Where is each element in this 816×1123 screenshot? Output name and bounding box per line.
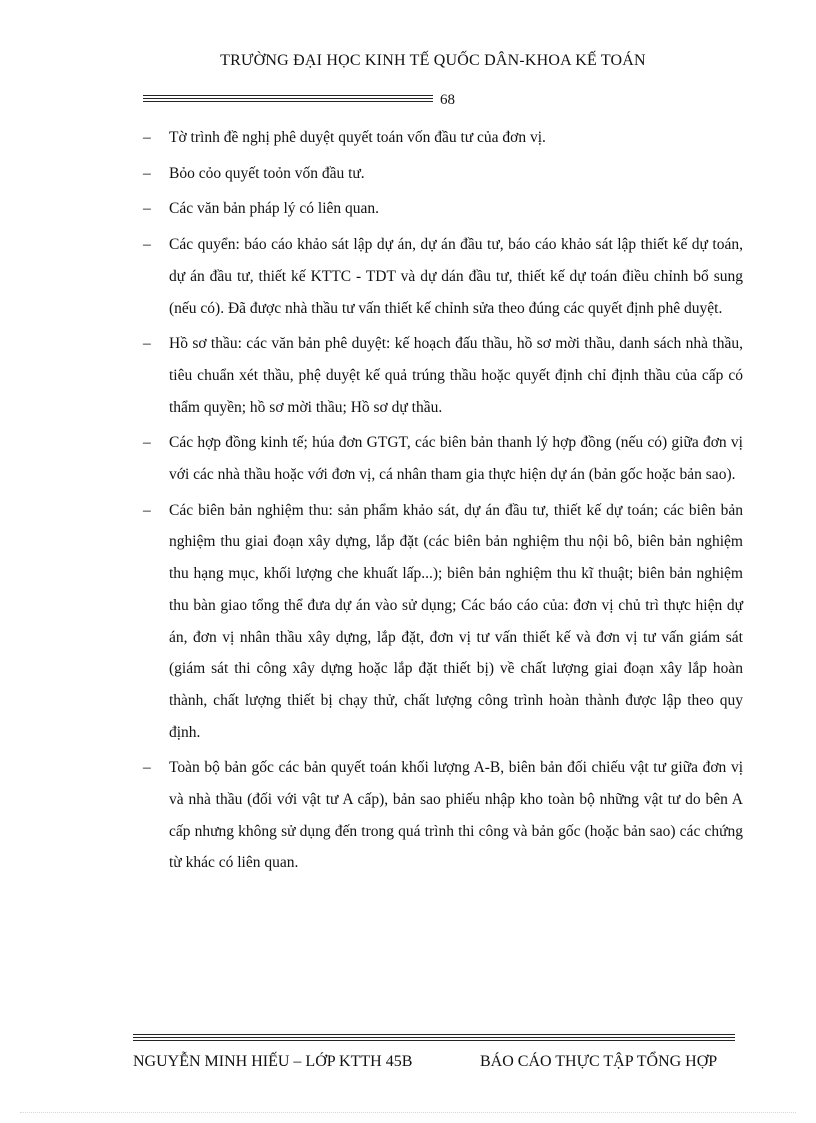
list-item-text: Tờ trình đề nghị phê duyệt quyết toán vốn đầu tư của đơn vị. [169,129,546,146]
footer-rule [133,1034,735,1043]
bullet-dash: – [143,434,151,452]
page-header-title: TRƯỜNG ĐẠI HỌC KINH TẾ QUỐC DÂN-KHOA KẾ TOÁN [220,52,646,69]
footer-report-title: BÁO CÁO THỰC TẬP TỔNG HỢP [480,1053,718,1070]
list-item-text: Các văn bản pháp lý có liên quan. [169,200,380,218]
list-item [143,229,743,324]
bullet-dash: – [143,200,151,218]
page-number: 68 [440,92,455,108]
bullet-dash: – [143,164,151,182]
list-item-text: Hồ sơ thầu: các văn bản phê duyệt: kế hoạch đấu thầu, hồ sơ mời thầu, danh sách nhà thầu, tiêu chuẩn xét thầu, phệ duyệt kế quả trúng thầu hoặc quyết định chỉ định thầu của cấp có thẩm quyền; hồ sơ mời thầu; Hồ sơ dự thầu. [169,335,743,416]
list-item [143,193,743,225]
bullet-dash: – [143,501,151,519]
list-item [143,752,743,879]
list-item [143,122,743,154]
footer-author: NGUYỄN MINH HIẾU – LỚP KTTH 45B [133,1053,413,1070]
bullet-dash: – [143,236,151,254]
header-rule [143,95,433,104]
bullet-dash: – [143,759,151,777]
list-item [143,328,743,423]
list-item [143,427,743,490]
list-item-text: Các biên bản nghiệm thu: sản phẩm khảo sát, dự án đầu tư, thiết kế dự toán; các biên bản nghiệm thu giai đoạn xây dựng, lắp đặt (các biên bản nghiệm thu nội bô, biên bản nghiệm thu hạng mục, khối lượng che khuất lấp...); biên bản nghiệm thu kĩ thuật; biên bản nghiệm thu bàn giao tổng thể đưa dự án vào sử dụng; Các báo cáo của: đơn vị chủ trì thực hiện dự án, đơn vị nhân thầu xây dựng, lắp đặt, đơn vị tư vấn thiết kế và đơn vị tư vấn giám sát (giám sát thi công xây dựng hoặc lắp đặt thiết bị) về chất lượng giai đoạn xây lắp hoàn thành, chất lượng thiết bị chạy thử, chất lượng công trình hoàn thành được lập theo quy định. [169,501,743,741]
list-item-text: Bỏo cỏo quyết toỏn vốn đầu tư. [169,164,365,182]
list-item-text: Các quyển: báo cáo khảo sát lập dự án, dự án đầu tư, báo cáo khảo sát lập thiết kế dự toán, dự án đầu tư, thiết kế KTTC - TDT và dự dán đầu tư, thiết kế dự toán điều chỉnh bổ sung (nếu có). Đã được nhà thầu tư vấn thiết kế chỉnh sửa theo đúng các quyết định phê duyệt. [169,236,743,317]
document-body [143,122,743,883]
list-item [143,158,743,190]
bullet-dash: – [143,129,151,146]
list-item-text: Toàn bộ bản gốc các bản quyết toán khối lượng A-B, biên bản đối chiếu vật tư giữa đơn vị và nhà thầu (đối với vật tư A cấp), bản sao phiếu nhập kho toàn bộ những vật tư do bên A cấp nhưng không sử dụng đến trong quá trình thi công và bản gốc (hoặc bản sao) các chứng từ khác có liên quan. [169,759,743,872]
list-item [143,495,743,749]
bullet-dash: – [143,335,151,353]
list-item-text: Các hợp đồng kinh tế; húa đơn GTGT, các biên bản thanh lý hợp đồng (nếu có) giữa đơn vị với các nhà thầu hoặc với đơn vị, cá nhân tham gia thực hiện dự án (bản gốc hoặc bản sao). [169,434,743,484]
page-edge-divider [20,1112,796,1113]
